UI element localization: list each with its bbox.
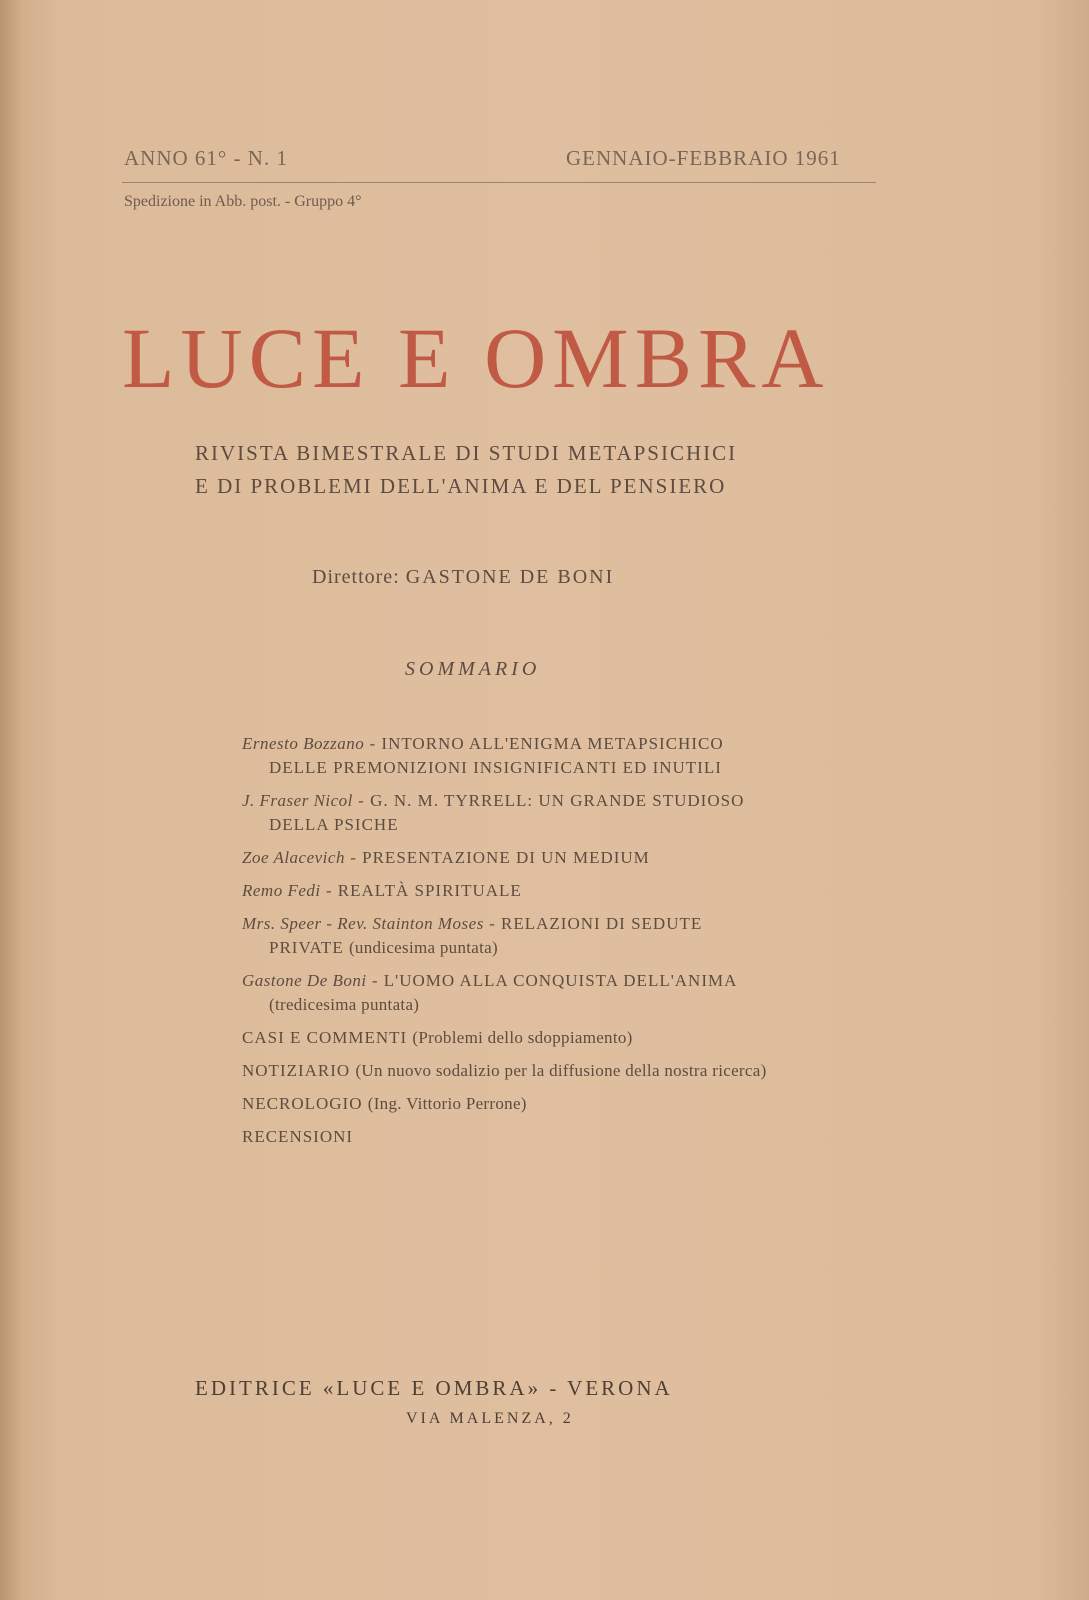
- subtitle-line-1: RIVISTA BIMESTRALE DI STUDI METAPSICHICI: [195, 441, 738, 465]
- toc-author: Gastone De Boni: [242, 971, 367, 990]
- toc-entry: Mrs. Speer - Rev. Stainton Moses - RELAZIONI DI SEDUTE PRIVATE (undicesima puntata): [242, 914, 703, 957]
- toc-note: (Ing. Vittorio Perrone): [367, 1094, 527, 1113]
- toc-author: Remo Fedi: [242, 881, 321, 900]
- header-divider: [122, 182, 876, 183]
- publisher: EDITRICE «LUCE E OMBRA» - VERONA: [195, 1376, 673, 1400]
- toc-author: Zoe Alacevich: [242, 848, 345, 867]
- table-of-contents: [242, 732, 782, 1158]
- toc-note: (undicesima puntata): [348, 938, 498, 957]
- magazine-title: LUCE E OMBRA: [122, 310, 830, 406]
- issue-number: ANNO 61° - N. 1: [124, 146, 288, 170]
- publisher-address: VIA MALENZA, 2: [406, 1410, 574, 1427]
- toc-title: G. N. M. TYRRELL: UN GRANDE STUDIOSO DELLA PSICHE: [269, 791, 745, 834]
- toc-entry: [242, 1125, 782, 1149]
- director-label: Direttore:: [312, 566, 400, 588]
- toc-entry: Ernesto Bozzano - INTORNO ALL'ENIGMA METAPSICHICO DELLE PREMONIZIONI INSIGNIFICANTI ED INUTILI: [242, 734, 724, 777]
- toc-title: L'UOMO ALLA CONQUISTA DELL'ANIMA: [383, 971, 737, 990]
- toc-entry: Gastone De Boni - L'UOMO ALLA CONQUISTA DELL'ANIMA (tredicesima puntata): [242, 971, 737, 1014]
- toc-entry: [242, 1092, 782, 1116]
- toc-entry: Remo Fedi - REALTÀ SPIRITUALE: [242, 881, 522, 900]
- toc-entry: [242, 1026, 782, 1050]
- director-name: GASTONE DE BONI: [405, 566, 615, 588]
- director-line: [312, 566, 614, 589]
- toc-title: CASI E COMMENTI: [242, 1028, 408, 1047]
- toc-title: RECENSIONI: [242, 1127, 354, 1146]
- issue-date: GENNAIO-FEBBRAIO 1961: [566, 146, 841, 170]
- toc-title: NECROLOGIO: [242, 1094, 363, 1113]
- toc-title: REALTÀ SPIRITUALE: [337, 881, 522, 900]
- toc-entry: [242, 1059, 782, 1083]
- toc-note: (Un nuovo sodalizio per la diffusione della nostra ricerca): [355, 1061, 767, 1080]
- toc-entry: J. Fraser Nicol - G. N. M. TYRRELL: UN GRANDE STUDIOSO DELLA PSICHE: [242, 791, 745, 834]
- toc-note: (tredicesima puntata): [269, 995, 420, 1014]
- magazine-subtitle: [195, 437, 737, 503]
- toc-title: PRESENTAZIONE DI UN MEDIUM: [362, 848, 650, 867]
- toc-title: RELAZIONI DI SEDUTE PRIVATE: [269, 914, 703, 957]
- postal-info: Spedizione in Abb. post. - Gruppo 4°: [124, 193, 362, 210]
- toc-title: NOTIZIARIO: [242, 1061, 351, 1080]
- subtitle-line-2: E DI PROBLEMI DELL'ANIMA E DEL PENSIERO: [195, 474, 727, 498]
- toc-entry: Zoe Alacevich - PRESENTAZIONE DI UN MEDIUM: [242, 848, 650, 867]
- toc-note: (Problemi dello sdoppiamento): [412, 1028, 633, 1047]
- toc-author: Ernesto Bozzano: [242, 734, 365, 753]
- contents-heading: SOMMARIO: [405, 658, 541, 680]
- toc-author: Mrs. Speer - Rev. Stainton Moses: [242, 914, 484, 933]
- toc-author: J. Fraser Nicol: [242, 791, 353, 810]
- toc-title: INTORNO ALL'ENIGMA METAPSICHICO DELLE PREMONIZIONI INSIGNIFICANTI ED INUTILI: [269, 734, 724, 777]
